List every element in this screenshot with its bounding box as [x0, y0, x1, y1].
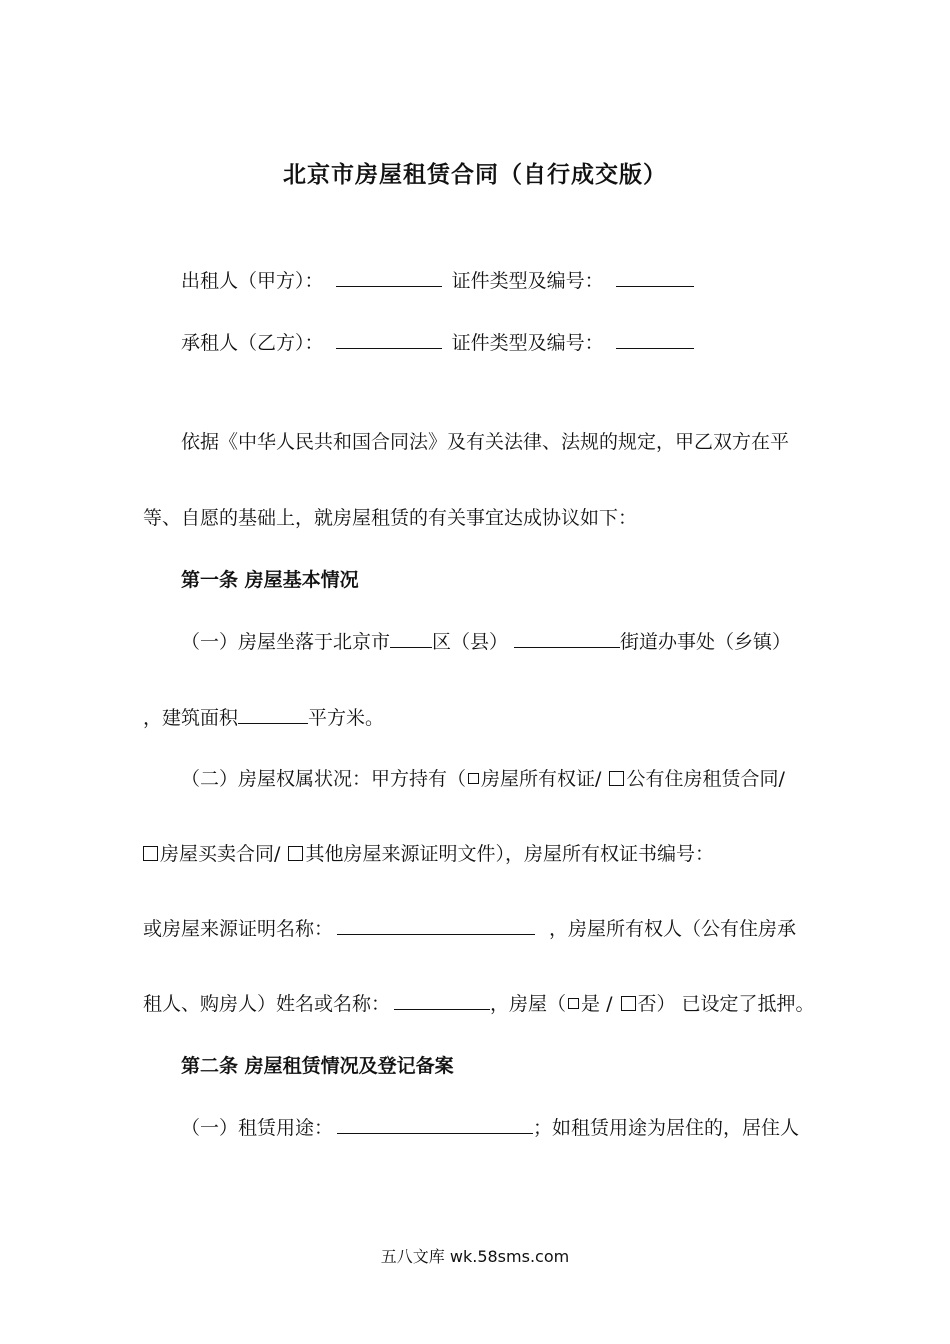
article-1-item-2-line-1: [181, 766, 785, 792]
sale-contract-label: 房屋买卖合同/: [160, 843, 287, 865]
party-b-name-blank: [336, 330, 442, 349]
intro-line-1: 依据《中华人民共和国合同法》及有关法律、法规的规定，甲乙双方在平: [181, 431, 790, 453]
source-name-label: 或房屋来源证明名称：: [143, 918, 334, 940]
checkbox-other-docs[interactable]: [288, 846, 303, 861]
mortgage-yes-label: 是 /: [581, 993, 619, 1015]
ownership-cert-label: 房屋所有权证/: [481, 768, 608, 790]
other-docs-label: 其他房屋来源证明文件），房屋所有权证书编号：: [305, 843, 714, 865]
owner-name-blank: [394, 991, 490, 1010]
checkbox-mortgage-yes[interactable]: [568, 998, 579, 1009]
page-footer: 五八文库 wk.58sms.com: [380, 1247, 570, 1266]
party-a-line: [181, 268, 694, 294]
party-a-id-label: 证件类型及编号：: [451, 270, 604, 292]
public-lease-label: 公有住房租赁合同/: [626, 768, 785, 790]
party-a-name-blank: [336, 268, 442, 287]
party-a-id-blank: [616, 268, 694, 287]
checkbox-ownership-cert[interactable]: [468, 773, 479, 784]
area-unit: 平方米。: [308, 707, 385, 729]
address-prefix: （一）房屋坐落于北京市: [181, 631, 391, 653]
page-title: 北京市房屋租赁合同（自行成交版）: [283, 162, 667, 188]
owner-label: ，房屋所有权人（公有住房承: [549, 918, 797, 940]
usage-blank: [337, 1115, 533, 1134]
mortgage-no-label: 否） 已设定了抵押。: [637, 993, 815, 1015]
article-1-heading: 第一条 房屋基本情况: [181, 569, 359, 591]
article-1-item-2-line-4: [143, 991, 815, 1017]
article-1-item-1-line-2: [143, 705, 384, 731]
article-2-heading: 第二条 房屋租赁情况及登记备案: [181, 1055, 454, 1077]
usage-note: ；如租赁用途为居住的，居住人: [533, 1117, 800, 1139]
party-b-line: [181, 330, 694, 356]
source-name-blank: [337, 916, 535, 935]
area-label: ，建筑面积: [143, 707, 239, 729]
ownership-prefix: （二）房屋权属状况：甲方持有（: [181, 768, 467, 790]
district-blank: [390, 629, 432, 648]
district-label: 区（县）: [432, 631, 509, 653]
usage-label: （一）租赁用途：: [181, 1117, 334, 1139]
mortgage-label: ，房屋（: [490, 993, 567, 1015]
owner-name-label: 租人、购房人）姓名或名称：: [143, 993, 391, 1015]
article-1-item-1-line-1: [181, 629, 791, 655]
street-label: 街道办事处（乡镇）: [620, 631, 792, 653]
checkbox-mortgage-no[interactable]: [621, 996, 636, 1011]
intro-line-2: 等、自愿的基础上，就房屋租赁的有关事宜达成协议如下：: [143, 507, 638, 529]
area-blank: [238, 705, 308, 724]
article-1-item-2-line-3: [143, 916, 796, 942]
party-b-label: 承租人（乙方）：: [181, 332, 324, 354]
checkbox-sale-contract[interactable]: [143, 846, 158, 861]
article-1-item-2-line-2: [143, 841, 714, 867]
party-b-id-label: 证件类型及编号：: [451, 332, 604, 354]
street-blank: [514, 629, 620, 648]
party-b-id-blank: [616, 330, 694, 349]
party-a-label: 出租人（甲方）：: [181, 270, 324, 292]
checkbox-public-lease[interactable]: [609, 771, 624, 786]
article-2-item-1-line-1: [181, 1115, 799, 1141]
